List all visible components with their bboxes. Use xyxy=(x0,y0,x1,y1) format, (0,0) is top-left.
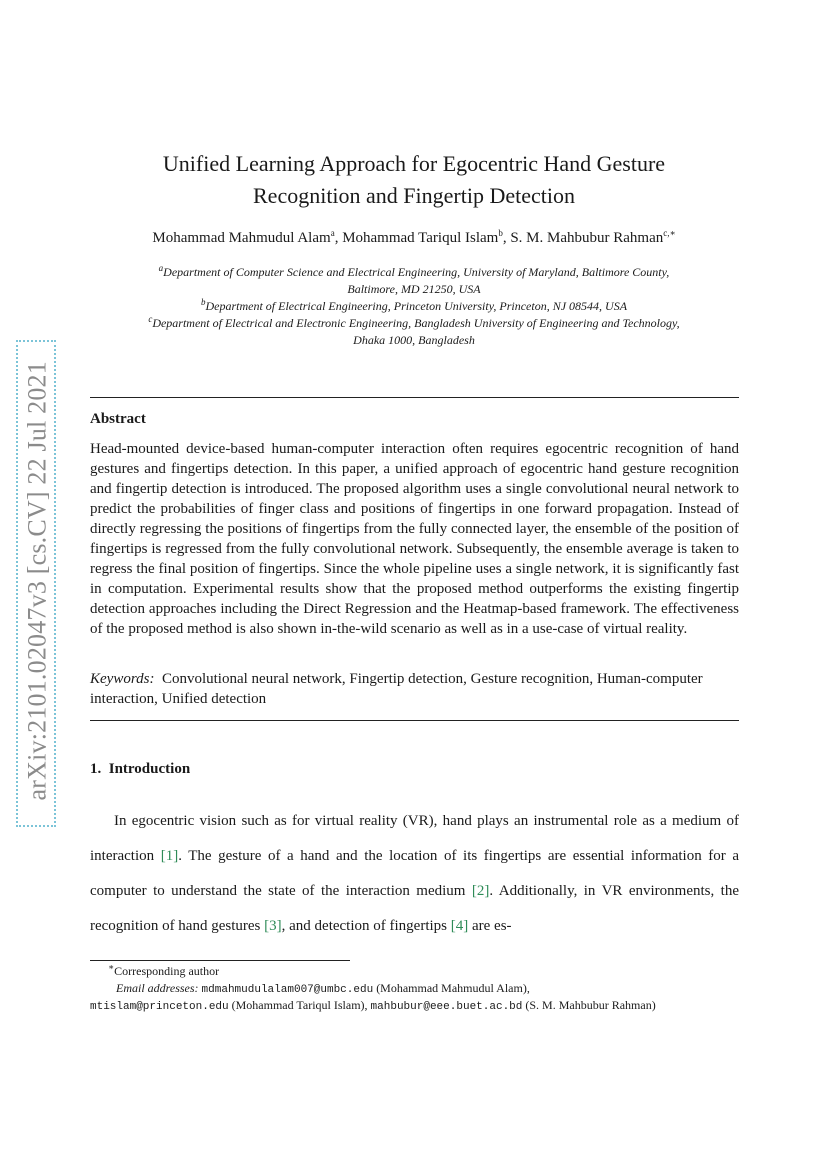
corr-sup: ∗ xyxy=(108,962,115,972)
citation-1[interactable]: [1] xyxy=(160,848,179,864)
aff-a-line2: Baltimore, MD 21250, USA xyxy=(347,282,481,296)
author-3-sup: c,∗ xyxy=(663,228,676,238)
abstract-text: Head-mounted device-based human-computer interaction often requires egocentric recognition of hand gestures and fingertips detection. In this paper, a unified approach of egocentric hand gesture recognition and fingertip detection is introduced. The proposed algorithm uses a single convolutional neural network to predict the probabilities of finger class and positions of fingertips in one forward propagation. Instead of directly regressing the positions of fingertips from the fully connected layer, the ensemble of the position of fingertips is regressed from the fully convolutional network. Subsequently, the ensemble average is taken to regress the final position of fingertips. Since the whole pipeline uses a single network, it is significantly fast in computation. Experimental results show that the proposed method outperforms the existing fingertip detection approaches including the Direct Regression and the Heatmap-based framework. The effectiveness of the proposed method is also shown in-the-wild scenario as well as in a use-case of virtual reality. xyxy=(90,441,739,637)
author-list: Mohammad Mahmudul Alam$^a$, Mohammad Tariqul Islam$^b$, S. M. Mahbubur Rahman$^{c,∗}$ xyxy=(152,228,676,246)
email-label: Email addresses: xyxy=(116,981,199,995)
aff-c-sup: c xyxy=(148,314,153,324)
citation-2[interactable]: [2] xyxy=(471,883,490,899)
paper-title xyxy=(0,148,828,212)
intro-paragraph xyxy=(90,804,739,944)
author-3: S. M. Mahbubur Rahman xyxy=(510,230,664,246)
keywords-text: Convolutional neural network, Fingertip detection, Gesture recognition, Human-computer interaction, Unified detection xyxy=(90,671,703,707)
keywords xyxy=(90,669,739,709)
aff-c-line2: Dhaka 1000, Bangladesh xyxy=(353,333,475,347)
email-name-1: (Mohammad Mahmudul Alam), xyxy=(373,981,530,995)
footnote-rule xyxy=(90,960,350,961)
email-link-3[interactable]: mahbubur@eee.buet.ac.bd xyxy=(370,1001,523,1013)
keywords-label: Keywords: xyxy=(90,671,155,687)
footnote-corresponding xyxy=(108,963,219,980)
email-link-1[interactable]: mdmahmudulalam007@umbc.edu xyxy=(201,984,374,996)
author-2: Mohammad Tariqul Islam xyxy=(342,230,499,246)
title-line-2: Recognition and Fingertip Detection xyxy=(253,183,575,208)
intro-text-2: . The gesture of a hand and the location of its fingertips are essential information for a computer to understand the state of the interaction medium xyxy=(90,848,739,899)
citation-3[interactable]: [3] xyxy=(264,918,282,934)
email-name-3: (S. M. Mahbubur Rahman) xyxy=(522,998,656,1012)
author-2-sup: b xyxy=(498,228,503,238)
abstract-top-rule xyxy=(90,397,739,398)
intro-text-3: . Additionally, in VR environments, the recognition of hand gestures xyxy=(90,883,739,934)
section-heading xyxy=(90,761,190,778)
corr-text: Corresponding author xyxy=(114,964,220,978)
email-link-2[interactable]: mtislam@princeton.edu xyxy=(90,1001,229,1013)
citation-4[interactable]: [4] xyxy=(450,918,469,934)
email-name-2: (Mohammad Tariqul Islam), xyxy=(228,998,371,1012)
affiliations xyxy=(0,264,828,349)
footnote-emails-2 xyxy=(90,997,656,1016)
aff-a-line1: Department of Computer Science and Electrical Engineering, University of Maryland, Baltimore County, xyxy=(163,265,670,279)
title-line-1: Unified Learning Approach for Egocentric Hand Gesture xyxy=(162,151,666,176)
arxiv-sidebar xyxy=(16,340,56,827)
aff-c-line1: Department of Electrical and Electronic Engineering, Bangladesh University of Engineering and Technology, xyxy=(152,316,680,330)
section-title: Introduction xyxy=(108,761,191,777)
aff-a-sup: a xyxy=(158,263,164,273)
author-1-sup: a xyxy=(330,228,335,238)
abstract-heading: Abstract xyxy=(90,411,146,427)
abstract-bottom-rule xyxy=(90,720,739,721)
intro-text-4: , and detection of fingertips xyxy=(281,918,451,934)
section-number: 1. xyxy=(90,761,102,777)
intro-text-1: In egocentric vision such as for virtual reality (VR), hand plays an instrumental role as a medium of interaction xyxy=(90,813,739,864)
author-1: Mohammad Mahmudul Alam xyxy=(152,230,331,246)
aff-b-line: Department of Electrical Engineering, Princeton University, Princeton, NJ 08544, USA xyxy=(205,299,628,313)
intro-text-5: are es- xyxy=(468,918,512,934)
aff-b-sup: b xyxy=(200,297,206,307)
arxiv-id: arXiv:2101.02047v3 [cs.CV] 22 Jul 2021 xyxy=(22,361,52,801)
